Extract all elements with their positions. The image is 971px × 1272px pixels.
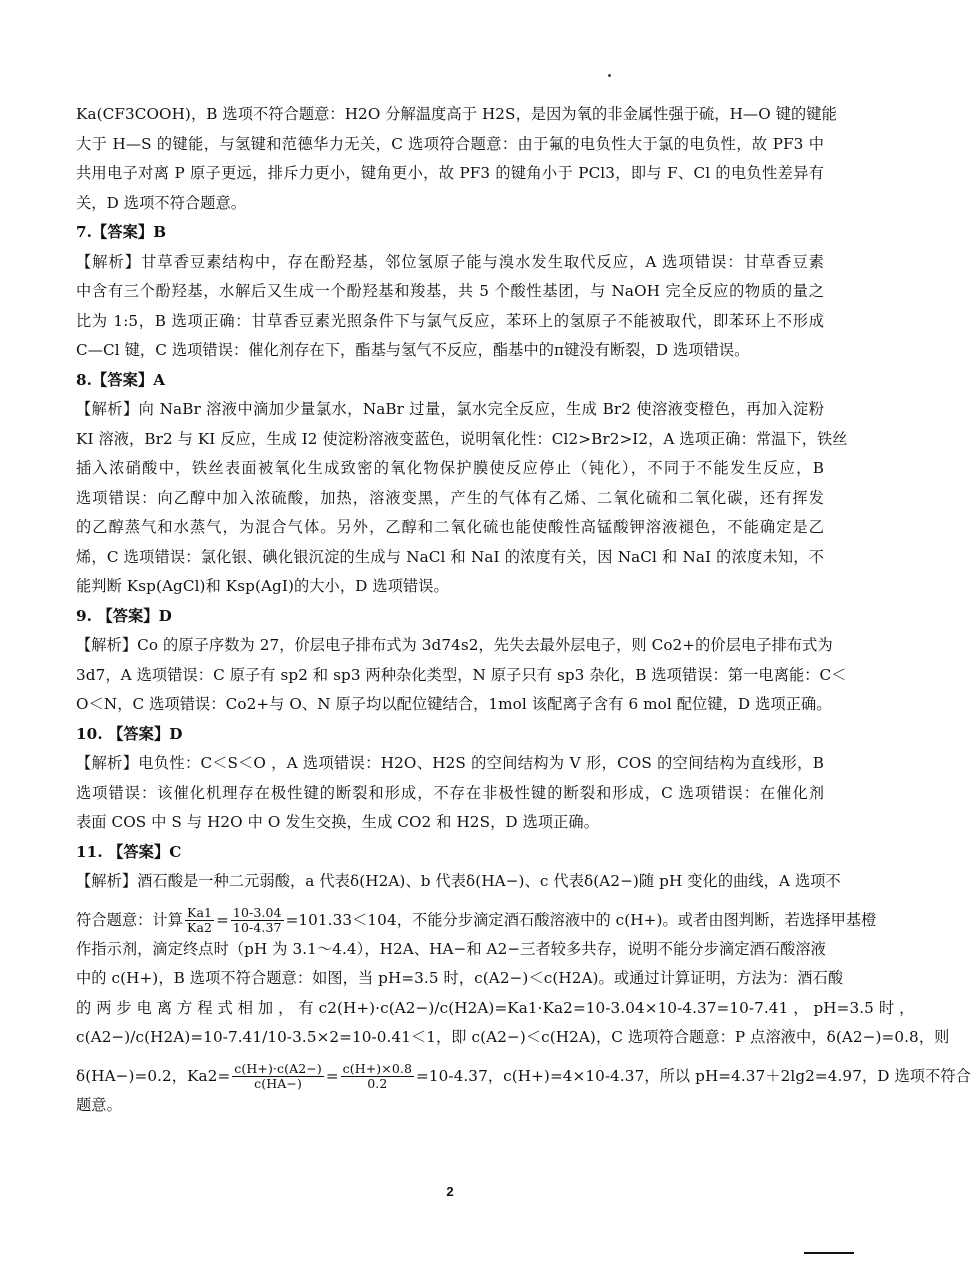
formula-line-ka2 bbox=[76, 1057, 971, 1095]
text-line: 【解析】电负性：C＜S＜O ，A 选项错误：H2O、H2S 的空间结构为 V 形，COS 的空间结构为直线形，B bbox=[76, 754, 824, 772]
fraction-denominator: Ka2 bbox=[187, 920, 213, 935]
text-segment: =101.33＜104，不能分步滴定酒石酸溶液中的 c(H+)。或者由图判断，若选择甲基橙 bbox=[285, 910, 877, 929]
text-line: 的 两 步 电 离 方 程 式 相 加 ， 有 c2(H+)·c(A2−)/c(H2A)=Ka1·Ka2=10-3.04×10-4.37=10-7.41 ， pH=3.5 时 ， bbox=[76, 998, 915, 1017]
text-segment: =10-4.37，c(H+)=4×10-4.37，所以 pH=4.37＋2lg2=4.97，D 选项不符合 bbox=[416, 1066, 971, 1085]
fraction-powers bbox=[231, 906, 284, 935]
answer-heading-10: 10. 【答案】D bbox=[76, 724, 183, 743]
text-line: Ka(CF3COOH)，B 选项不符合题意：H2O 分解温度高于 H2S，是因为氧的非金属性强于硫，H—O 键的键能 bbox=[76, 105, 837, 123]
text-line: 共用电子对离 P 原子更远，排斥力更小，键角更小，故 PF3 的键角小于 PCl3，即与 F、Cl 的电负性差异有 bbox=[76, 164, 824, 182]
text-line: 的乙醇蒸气和水蒸气，为混合气体。另外，乙醇和二氧化硫也能使酸性高锰酸钾溶液褪色，不能确定是乙 bbox=[76, 518, 824, 536]
scan-dot bbox=[608, 74, 611, 77]
text-line: 【解析】酒石酸是一种二元弱酸，a 代表δ(H2A)、b 代表δ(HA−)、c 代表δ(A2−)随 pH 变化的曲线，A 选项不 bbox=[76, 872, 841, 890]
text-line: 比为 1:5，B 选项正确：甘草香豆素光照条件下与氯气反应，苯环上的氢原子不能被取代，即苯环上不形成 bbox=[76, 311, 824, 330]
equals-sign: = bbox=[325, 1066, 339, 1085]
text-line: 烯，C 选项错误：氯化银、碘化银沉淀的生成与 NaCl 和 NaI 的浓度有关，因 NaCl 和 NaI 的浓度未知，不 bbox=[76, 547, 824, 566]
text-line: c(A2−)/c(H2A)=10-7.41/10-3.5×2=10-0.41＜1，即 c(A2−)＜c(H2A)，C 选项符合题意：P 点溶液中，δ(A2−)=0.8，则 bbox=[76, 1028, 950, 1046]
text-line: 关，D 选项不符合题意。 bbox=[76, 193, 247, 212]
text-line: 表面 COS 中 S 与 H2O 中 O 发生交换，生成 CO2 和 H2S，D 选项正确。 bbox=[76, 813, 600, 831]
fraction-ka2-value bbox=[341, 1062, 414, 1091]
text-line: 【解析】Co 的原子序数为 27，价层电子排布式为 3d74s2，先失去最外层电子，则 Co2+的价层电子排布式为 bbox=[76, 636, 833, 654]
text-segment: 符合题意：计算 bbox=[76, 910, 184, 929]
text-line: 大于 H—S 的键能，与氢键和范德华力无关，C 选项符合题意：由于氟的电负性大于氯的电负性，故 PF3 中 bbox=[76, 134, 824, 153]
fraction-denominator: 0.2 bbox=[367, 1076, 388, 1091]
text-line: 【解析】向 NaBr 溶液中滴加少量氯水，NaBr 过量，氯水完全反应，生成 Br2 使溶液变橙色，再加入淀粉 bbox=[76, 400, 824, 418]
page-number: 2 bbox=[446, 1184, 454, 1199]
fraction-ka2-expression bbox=[232, 1062, 324, 1091]
fraction-numerator: Ka1 bbox=[187, 905, 213, 920]
text-line: 中的 c(H+)，B 选项不符合题意：如图，当 pH=3.5 时，c(A2−)＜c(H2A)。或通过计算证明，方法为：酒石酸 bbox=[76, 969, 844, 987]
text-line: KI 溶液，Br2 与 KI 反应，生成 I2 使淀粉溶液变蓝色，说明氧化性：Cl2>Br2>I2，A 选项正确：常温下，铁丝 bbox=[76, 429, 848, 448]
answer-heading-11: 11. 【答案】C bbox=[76, 842, 182, 861]
text-segment: δ(HA−)=0.2，Ka2= bbox=[76, 1066, 231, 1085]
formula-line-ratio bbox=[76, 901, 877, 939]
fraction-ka1-ka2 bbox=[185, 906, 214, 935]
document-body bbox=[76, 104, 971, 1124]
text-line: 3d7，A 选项错误：C 原子有 sp2 和 sp3 两种杂化类型，N 原子只有 sp3 杂化，B 选项错误：第一电离能：C＜ bbox=[76, 665, 847, 684]
text-line: 插入浓硝酸中，铁丝表面被氧化生成致密的氧化物保护膜使反应停止（钝化），不同于不能发生反应，B bbox=[76, 459, 824, 477]
answer-heading-8: 8.【答案】A bbox=[76, 370, 166, 389]
text-line: O＜N，C 选项错误：Co2+与 O、N 原子均以配位键结合，1mol 该配离子含有 6 mol 配位键，D 选项正确。 bbox=[76, 695, 832, 713]
text-line: C—Cl 键，C 选项错误：催化剂存在下，酯基与氢气不反应，酯基中的π键没有断裂，D 选项错误。 bbox=[76, 341, 750, 359]
text-line: 作指示剂，滴定终点时（pH 为 3.1～4.4），H2A、HA−和 A2−三者较多共存，说明不能分步滴定酒石酸溶液 bbox=[76, 939, 826, 958]
text-line: 题意。 bbox=[76, 1095, 122, 1114]
fraction-numerator: 10-3.04 bbox=[232, 905, 282, 920]
text-line: 选项错误：向乙醇中加入浓硫酸，加热，溶液变黑，产生的气体有乙烯、二氧化硫和二氧化碳，还有挥发 bbox=[76, 488, 824, 507]
fraction-numerator: c(H+)×0.8 bbox=[342, 1061, 413, 1076]
equals-sign: = bbox=[216, 910, 229, 929]
fraction-denominator: 10-4.37 bbox=[232, 920, 282, 935]
text-line: 中含有三个酚羟基，水解后又生成一个酚羟基和羧基，共 5 个酸性基团，与 NaOH 完全反应的物质的量之 bbox=[76, 282, 824, 300]
text-line: 选项错误：该催化机理存在极性键的断裂和形成，不存在非极性键的断裂和形成，C 选项错误：在催化剂 bbox=[76, 783, 824, 802]
text-line: 【解析】甘草香豆素结构中，存在酚羟基，邻位氢原子能与溴水发生取代反应，A 选项错误：甘草香豆素 bbox=[76, 252, 824, 271]
fraction-denominator: c(HA−) bbox=[254, 1076, 302, 1091]
fraction-numerator: c(H+)·c(A2−) bbox=[234, 1061, 322, 1076]
corner-rule bbox=[804, 1252, 854, 1254]
answer-heading-7: 7.【答案】B bbox=[76, 223, 167, 241]
answer-heading-9: 9. 【答案】D bbox=[76, 606, 172, 625]
text-line: 能判断 Ksp(AgCl)和 Ksp(AgI)的大小，D 选项错误。 bbox=[76, 577, 449, 595]
